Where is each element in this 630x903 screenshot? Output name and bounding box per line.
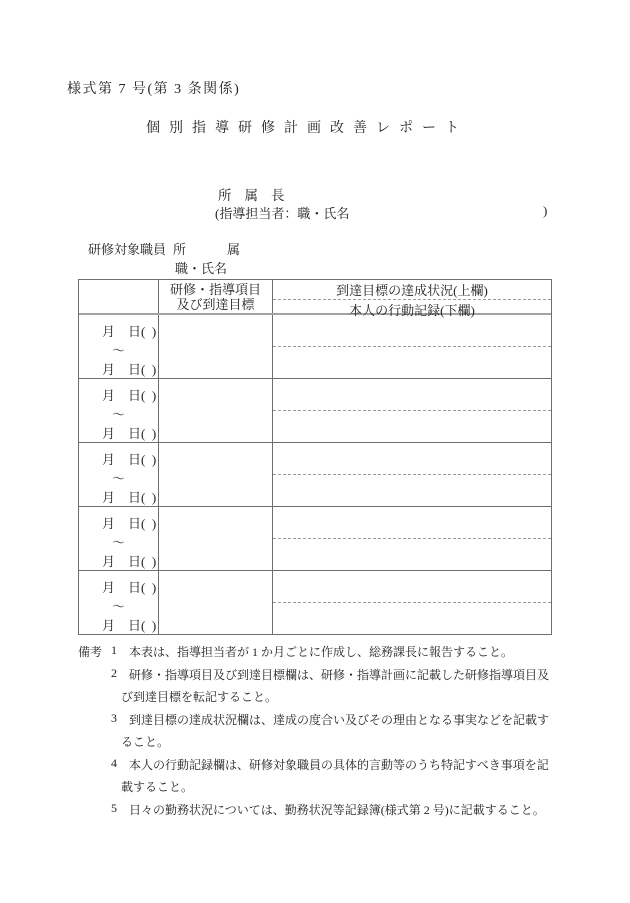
status-header-top: 到達目標の達成状況(上欄): [273, 280, 551, 300]
training-items-cell: [159, 443, 273, 506]
period-header-cell: [79, 280, 159, 313]
record-cell: [273, 571, 551, 634]
remark-item-3: [78, 707, 566, 730]
remark-text: 到達目標の達成状況欄は、達成の度合い及びその理由となる事実などを記載す: [129, 712, 550, 727]
achievement-subcell: [273, 379, 551, 411]
date-range-cell: [79, 443, 159, 506]
date-from: 月 日( ): [102, 452, 157, 467]
form-number: 様式第 7 号(第 3 条関係): [67, 82, 241, 97]
status-header-cell: [273, 280, 551, 318]
remark-number: 2: [111, 665, 117, 680]
remark-text: 本人の行動記録欄は、研修対象職員の具体的言動等のうち特記すべき事項を記: [129, 757, 549, 772]
items-header-line2: 及び到達目標: [176, 296, 255, 312]
remark-item-2: [78, 662, 566, 685]
record-cell: [273, 379, 551, 442]
remark-number: 5: [111, 800, 117, 815]
remark-text: び到達目標を転記すること。: [121, 690, 278, 704]
behavior-subcell: [273, 411, 551, 442]
table-row: [79, 315, 551, 378]
behavior-subcell: [273, 603, 551, 634]
achievement-subcell: [273, 315, 551, 347]
date-to: 月 日( ): [102, 554, 157, 569]
tilde: ～: [112, 599, 126, 614]
remark-item-3-cont: [78, 729, 566, 752]
tilde: ～: [112, 343, 126, 358]
status-header-bottom: 本人の行動記録(下欄): [349, 303, 475, 318]
trainee-label: 研修対象職員: [88, 242, 167, 257]
date-to: 月 日( ): [102, 490, 157, 505]
date-range-cell: [79, 507, 159, 570]
items-header-cell: [159, 280, 273, 313]
date-range-cell: [79, 571, 159, 634]
date-to: 月 日( ): [102, 426, 157, 441]
date-to: 月 日( ): [102, 362, 157, 377]
remark-text: 本表は、指導担当者が 1 か月ごとに作成し、総務課長に報告すること。: [129, 645, 514, 659]
date-range-cell: [79, 315, 159, 378]
tilde: ～: [112, 535, 126, 550]
date-to: 月 日( ): [102, 618, 157, 633]
table-header-row: [79, 280, 551, 318]
table-row: [79, 442, 551, 506]
remark-text: ること。: [121, 735, 170, 749]
date-from: 月 日( ): [102, 580, 157, 595]
date-from: 月 日( ): [102, 324, 157, 339]
training-items-cell: [159, 571, 273, 634]
remarks-section: [78, 639, 566, 819]
remark-number: 1: [111, 643, 117, 657]
tilde: ～: [112, 407, 126, 422]
table-row: [79, 378, 551, 442]
remark-number: 4: [111, 755, 117, 770]
remark-item-4: [78, 752, 566, 775]
training-items-cell: [159, 315, 273, 378]
table-row: [79, 506, 551, 570]
date-range-cell: [79, 379, 159, 442]
date-from: 月 日( ): [102, 388, 157, 403]
training-report-table: [78, 279, 552, 635]
achievement-subcell: [273, 571, 551, 603]
training-items-cell: [159, 507, 273, 570]
remark-item-5: [78, 797, 566, 820]
remark-text: 載すること。: [121, 780, 194, 794]
behavior-subcell: [273, 347, 551, 378]
achievement-subcell: [273, 507, 551, 539]
remark-item-1: [78, 639, 566, 662]
training-items-cell: [159, 379, 273, 442]
remark-item-2-cont: [78, 684, 566, 707]
instructor-name-field-label: (指導担当者：職・氏名: [215, 206, 350, 221]
remark-text: 日々の勤務状況については、勤務状況等記録簿(様式第 2 号)に記載すること。: [129, 802, 545, 817]
supervisor-label: 所属長: [218, 188, 298, 203]
page-title: 個別指導研修計画改善レポート: [146, 121, 468, 136]
items-header-line1: 研修・指導項目: [169, 281, 261, 297]
tilde: ～: [112, 471, 126, 486]
record-cell: [273, 315, 551, 378]
remark-number: 3: [111, 710, 117, 725]
trainee-name-label: 職・氏名: [175, 261, 228, 276]
remark-text: 研修・指導項目及び到達目標欄は、研修・指導計画に記載した研修指導項目及: [129, 667, 550, 682]
record-cell: [273, 507, 551, 570]
remarks-label: 備考: [78, 645, 103, 659]
remark-item-4-cont: [78, 774, 566, 797]
behavior-subcell: [273, 539, 551, 570]
affiliation-label-right: 属: [227, 242, 241, 257]
affiliation-label-left: 所: [173, 242, 187, 257]
record-cell: [273, 443, 551, 506]
instructor-field-close-paren: ): [543, 203, 548, 218]
achievement-subcell: [273, 443, 551, 475]
behavior-subcell: [273, 475, 551, 506]
table-row: [79, 570, 551, 634]
date-from: 月 日( ): [102, 516, 157, 531]
